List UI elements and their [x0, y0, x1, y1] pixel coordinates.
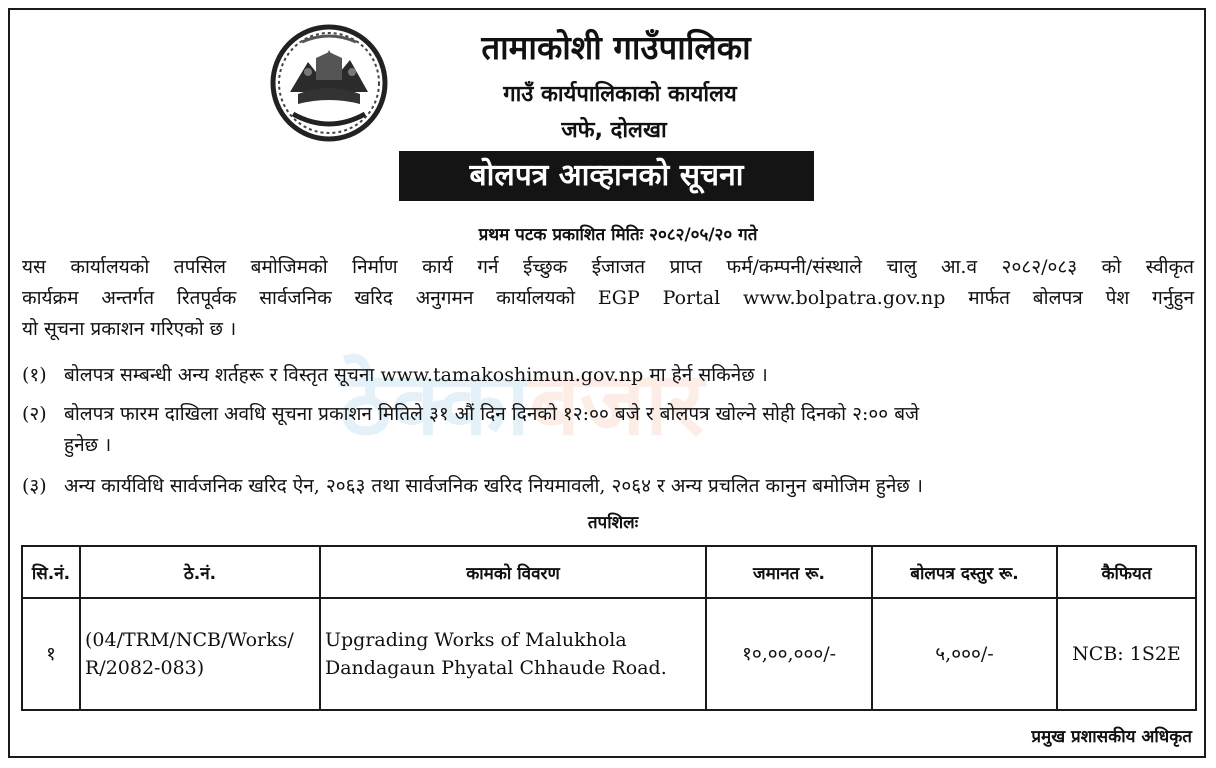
col-header-bid-fee: बोलपत्र दस्तुर रू.: [872, 546, 1057, 598]
condition-number: (१): [22, 364, 47, 386]
condition-number: (२): [22, 403, 47, 425]
contract-no-line: (04/TRM/NCB/Works/: [85, 629, 294, 651]
condition-number: (३): [22, 475, 47, 497]
col-header-sn: सि.नं.: [22, 546, 80, 598]
tender-schedule-table: [21, 545, 1197, 711]
office-name: गाउँ कार्यपालिकाको कार्यालय: [503, 82, 737, 107]
description-line: Dandagaun Phyatal Chhaude Road.: [325, 657, 667, 679]
municipality-name: तामाकोशी गाउँपालिका: [481, 28, 751, 67]
watermark-part-1: ठेक्का: [340, 352, 530, 455]
intro-line-3: यो सूचना प्रकाशन गरिएको छ ।: [22, 318, 237, 340]
condition-text: बोलपत्र फारम दाखिला अवधि सूचना प्रकाशन मितिले ३१ औं दिन दिनको १२:०० बजे र बोलपत्र खोल्ने सोही दिनको २:०० बजे: [64, 403, 920, 425]
condition-item-1: [22, 360, 1194, 390]
cell-bid-fee: ५,०००/-: [872, 598, 1057, 710]
contract-no-line: R/2082-083): [85, 657, 205, 679]
cell-sn: १: [22, 598, 80, 710]
cell-remarks: NCB: 1S2E: [1057, 598, 1196, 710]
col-header-contract-no: ठे.नं.: [80, 546, 320, 598]
cell-contract-no: [80, 598, 320, 710]
watermark-part-2: बजार: [529, 352, 704, 455]
col-header-remarks: कैफियत: [1057, 546, 1196, 598]
intro-line-2: कार्यक्रम अन्तर्गत रितपूर्वक सार्वजनिक खरिद अनुगमन कार्यालयको EGP Portal www.bolpatra.gov.np मार्फत बोलपत्र पेश गर्नुहुन: [22, 287, 1194, 309]
condition-item-3: [22, 471, 1194, 501]
col-header-bid-security: जमानत रू.: [706, 546, 872, 598]
description-line: Upgrading Works of Malukhola: [325, 629, 627, 651]
cell-bid-security: १०,००,०००/-: [706, 598, 872, 710]
schedule-label: तपशिलः: [587, 513, 639, 533]
cell-description: [320, 598, 706, 710]
office-location: जफे, दोलखा: [561, 118, 667, 143]
col-header-description: कामको विवरण: [320, 546, 706, 598]
condition-item-2: [22, 399, 1194, 429]
condition-text: बोलपत्र सम्बन्धी अन्य शर्तहरू र विस्तृत सूचना www.tamakoshimun.gov.np मा हेर्न सकिनेछ ।: [64, 364, 768, 386]
publication-date: प्रथम पटक प्रकाशित मितिः २०८२/०५/२० गते: [478, 225, 758, 245]
condition-text-continued: हुनेछ ।: [64, 434, 112, 456]
table-header-row: [22, 546, 1196, 598]
signature-title: प्रमुख प्रशासकीय अधिकृत: [1031, 727, 1192, 747]
notice-title: बोलपत्र आव्हानको सूचना: [399, 151, 814, 201]
condition-text: अन्य कार्यविधि सार्वजनिक खरिद ऐन, २०६३ तथा सार्वजनिक खरिद नियमावली, २०६४ र अन्य प्रचलित कानुन बमोजिम हुनेछ ।: [64, 475, 923, 497]
table-row: [22, 598, 1196, 710]
intro-line-1: यस कार्यालयको तपसिल बमोजिमको निर्माण कार्य गर्न ईच्छुक ईजाजत प्राप्त फर्म/कम्पनी/संस्थाले चालु आ.व २०८२/०८३ को स्वीकृत: [22, 256, 1194, 278]
